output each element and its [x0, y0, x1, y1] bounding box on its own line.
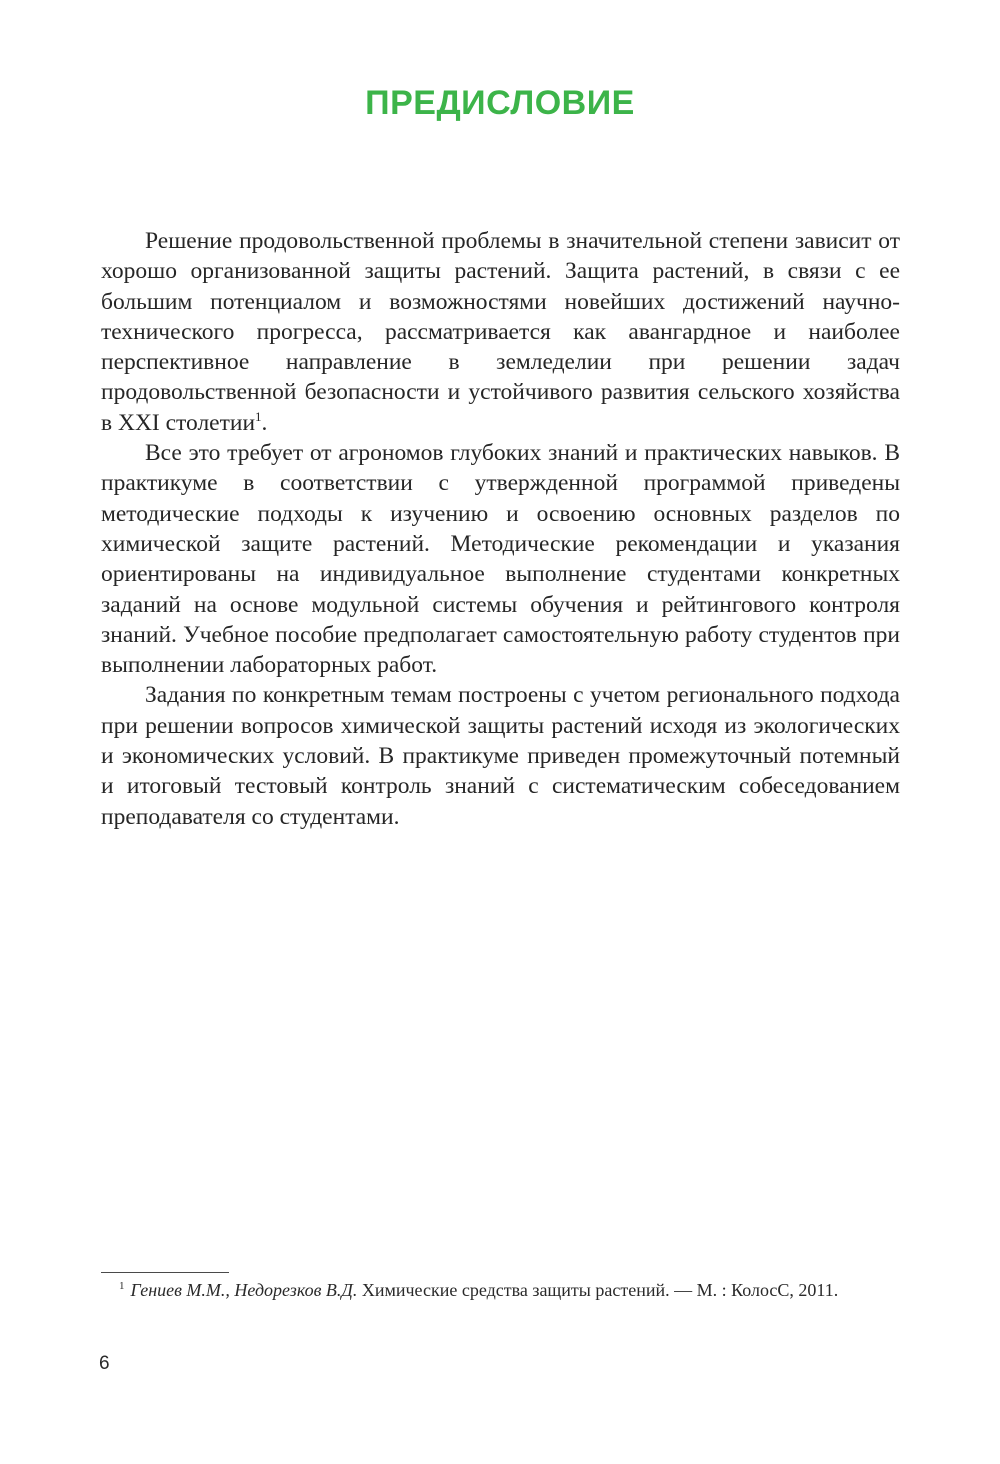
page-number: 6 — [99, 1353, 110, 1374]
footnote-authors: Гениев М.М., Недорезков В.Д. — [130, 1280, 358, 1300]
paragraph-3: Задания по конкретным темам построены с учетом регионального подхода при решении вопросов химической защиты растений исходя из экологических и экономических условий. В практикуме приведен промежуточный потемный и итоговый тестовый контроль знаний с систематическим собеседованием преподавателя со студентами. — [101, 682, 900, 830]
paragraph-2: Все это требует от агрономов глубоких знаний и практических навыков. В практикуме в соответствии с утвержденной программой приведены методические подходы к изучению и освоению основных разделов по химической защите растений. Методические рекомендации и указания ориентированы на индивидуальное выполнение студентами конкретных заданий на основе модульной системы обучения и рейтингового контроля знаний. Учебное пособие предполагает самостоятельную работу студентов при выполнении лабораторных работ. — [101, 440, 900, 679]
footnote — [101, 1278, 900, 1303]
paragraph-1-end: . — [261, 409, 268, 436]
footnote-citation: Химические средства защиты растений. — М. : КолосС, 2011. — [357, 1280, 839, 1300]
footnote-reference[interactable]: 1 — [255, 408, 262, 424]
footnote-marker: 1 — [119, 1280, 125, 1292]
preface-body — [101, 226, 900, 832]
page-title: ПРЕДИСЛОВИЕ — [365, 84, 635, 122]
paragraph-1 — [101, 226, 900, 438]
paragraph-1-text: Решение продовольственной проблемы в значительной степени зависит от хорошо организованной защиты растений. Защита растений, в связи с ее большим потенциалом и возможностями новейших достижений научно-технического прогресса, рассматривается как авангардное и наиболее перспективное направление в земледелии при решении задач продовольственной безопасности и устойчивого развития сельского хозяйства в XXI столетии — [101, 228, 900, 436]
footnote-divider — [101, 1272, 229, 1273]
